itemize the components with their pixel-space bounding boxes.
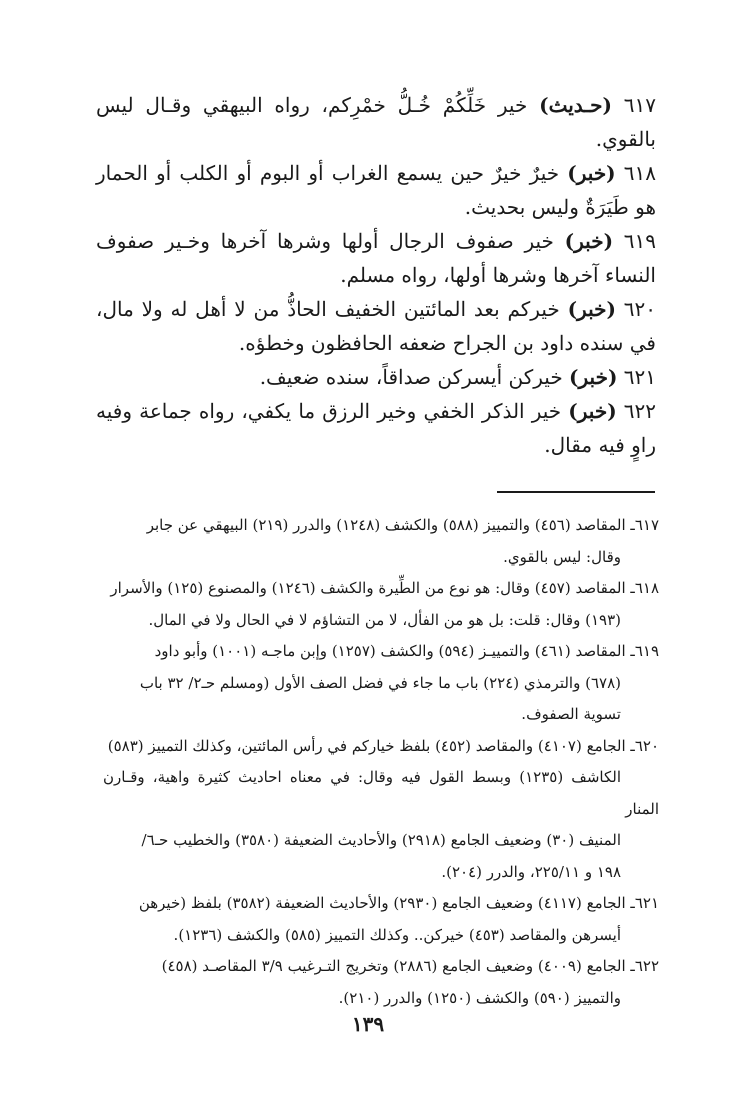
entry-tag: (خبر) <box>569 365 618 389</box>
footnote-line: والتمييز (٥٩٠) والكشف (١٢٥٠) والدرر (٢١٠). <box>338 988 621 1007</box>
entry-text: خير خَلِّكُمْ خُـلُّ خمْرِكم، رواه البيهقي وقـال ليس بالقوي. <box>96 93 656 151</box>
footnote-separator <box>497 491 655 493</box>
page-number: ١٣٩ <box>351 1012 385 1036</box>
hadith-entry <box>96 224 656 292</box>
footnote-number: ٦١٨ـ <box>630 579 659 597</box>
footnote-line: الجامع (٤٠٠٩) وضعيف الجامع (٢٨٨٦) وتخريج التـرغيب ٣/٩ المقاصـد (٤٥٨) <box>161 957 626 975</box>
footnote-line: الجامع (٤١٠٧) والمقاصد (٤٥٢) بلفظ خياركم في رأس المائتين، وكذلك التمييز (٥٨٣) <box>107 736 626 755</box>
entry-text: خير صفوف الرجال أولها وشرها آخرها وخـير صفوف النساء آخرها وشرها أولها، رواه مسلم. <box>96 229 656 287</box>
footnote <box>103 573 659 636</box>
footnote-line: الجامع (٤١١٧) وضعيف الجامع (٢٩٣٠) والأحاديث الضعيفة (٣٥٨٢) بلفظ (خيرهن <box>138 894 626 912</box>
entry-number: ٦١٨ <box>623 161 657 185</box>
entry-text: خيرٌ خيرٌ حين يسمع الغراب أو البوم أو الكلب أو الحمار هو طَيَرَةٌ وليس بحديث. <box>96 161 656 219</box>
entry-tag: (خبر) <box>564 229 614 253</box>
hadith-entry <box>96 88 656 156</box>
footnote <box>103 888 659 951</box>
entry-number: ٦٢١ <box>623 365 656 389</box>
footnote-line: (١٩٣) وقال: قلت: بل هو من الفأل، لا من التشاؤم لا في الحال ولا في المال. <box>148 610 621 629</box>
footnote-line: المقاصد (٤٦١) والتمييـز (٥٩٤) والكشف (١٢٥٧) وإبن ماجـه (١٠٠١) وأبو داود <box>154 642 626 660</box>
footnote-number: ٦١٧ـ <box>630 516 659 534</box>
footnote-line: المنيف (٣٠) وضعيف الجامع (٢٩١٨) والأحاديث الضعيفة (٣٥٨٠) والخطيب حـ٦/ <box>141 831 621 849</box>
entry-number: ٦١٧ <box>623 93 657 117</box>
hadith-entry <box>96 156 656 224</box>
hadith-entry <box>96 394 656 462</box>
footnote-line: وقال: ليس بالقوي. <box>503 547 621 566</box>
footnote-line: ١٩٨ و ٢٢٥/١١، والدرر (٢٠٤). <box>441 862 621 881</box>
footnote <box>103 636 659 731</box>
entry-number: ٦١٩ <box>623 229 657 253</box>
hadith-entry <box>96 360 656 394</box>
footnote-line: الكاشف (١٢٣٥) وبسط القول فيه وقال: في معناه احاديث كثيرة واهية، وقـارن المنار <box>103 768 659 818</box>
entry-tag: (خبر) <box>567 297 616 321</box>
footnote-line: (٦٧٨) والترمذي (٢٢٤) باب ما جاء في فضل الصف الأول (ومسلم حـ٢/ ٣٢ باب <box>139 673 621 692</box>
footnotes <box>103 510 659 1014</box>
footnote <box>103 510 659 573</box>
entry-text: خيركم بعد المائتين الخفيف الحاذُّ من لا أهل له ولا مال، في سنده داود بن الجراح ضعفه الحافظون وخطؤه. <box>96 297 656 355</box>
footnote-number: ٦٢٠ـ <box>630 736 659 755</box>
entry-tag: (خبر) <box>568 399 617 423</box>
footnote-number: ٦٢١ـ <box>630 894 659 912</box>
entry-number: ٦٢٢ <box>623 399 657 423</box>
footnote-line: أيسرهن والمقاصد (٤٥٣) خيركن.. وكذلك التمييز (٥٨٥) والكشف (١٢٣٦). <box>173 925 621 944</box>
footnote-line: المقاصد (٤٥٦) والتمييز (٥٨٨) والكشف (١٢٤٨) والدرر (٢١٩) البيهقي عن جابر <box>146 516 626 534</box>
footnote <box>103 731 659 889</box>
entry-number: ٦٢٠ <box>623 297 657 321</box>
hadith-entry <box>96 292 656 360</box>
footnote-line: المقاصد (٤٥٧) وقال: هو نوع من الطِّيرة والكشف (١٢٤٦) والمصنوع (١٢٥) والأسرار <box>110 579 626 597</box>
main-text <box>96 88 656 462</box>
footnote <box>103 951 659 1014</box>
footnote-number: ٦٢٢ـ <box>630 957 659 975</box>
footnote-number: ٦١٩ـ <box>630 642 659 660</box>
entry-text: خير الذكر الخفي وخير الرزق ما يكفي، رواه جماعة وفيه راوٍ فيه مقال. <box>96 399 656 457</box>
entry-tag: (حـديث) <box>539 93 612 117</box>
entry-tag: (خبر) <box>567 161 616 185</box>
entry-text: خيركن أيسركن صداقاً، سنده ضعيف. <box>259 365 563 389</box>
footnote-line: تسوية الصفوف. <box>521 705 621 723</box>
